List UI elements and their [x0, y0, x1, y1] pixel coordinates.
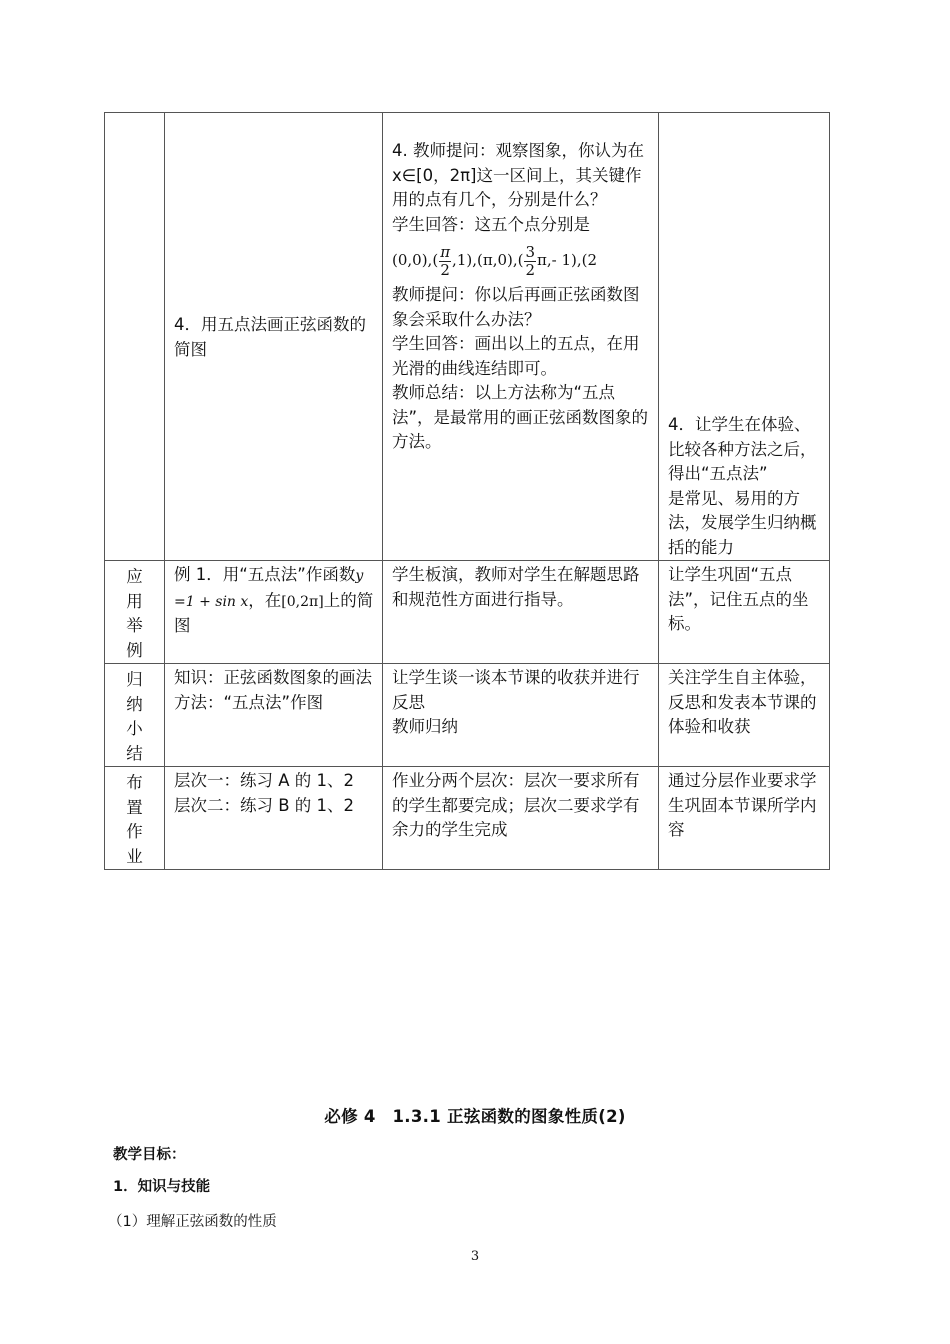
teacher-question: 4. 教师提问：观察图象，你认为在 x∈[0，2π]这一区间上，其关键作用的点有几个，分别是什么？	[392, 141, 644, 209]
stage-cell	[105, 113, 165, 561]
section-title: 必修 4 1.3.1 正弦函数的图象性质(2)	[324, 1107, 626, 1126]
activity-cell	[165, 113, 383, 561]
intent-text: 4．让学生在体验、比较各种方法之后，得出“五点法”	[668, 415, 817, 483]
process-cell: 作业分两个层次：层次一要求所有的学生都要完成；层次二要求学有余力的学生完成	[383, 767, 659, 870]
fraction-pi-over-2: $\frac{\pi}{2}$	[440, 242, 451, 279]
fraction-3-over-2: $\frac{3}{2}$	[525, 242, 536, 279]
student-answer: 学生回答：画出以上的五点，在用光滑的曲线连结即可。	[392, 334, 640, 378]
intent-cell	[659, 113, 830, 561]
table-row	[105, 664, 830, 767]
stage-cell: 应 用 举 例	[105, 561, 165, 664]
intent-cell: 关注学生自主体验，反思和发表本节课的体验和收获	[659, 664, 830, 767]
process-cell	[383, 113, 659, 561]
process-cell: 让学生谈一谈本节课的收获并进行反思 教师归纳	[383, 664, 659, 767]
page-number: 3	[470, 1249, 480, 1264]
function-formula: y =1 + sin x	[174, 568, 364, 610]
intent-cell: 通过分层作业要求学生巩固本节课所学内容	[659, 767, 830, 870]
student-answer: 学生回答：这五个点分别是	[392, 214, 590, 234]
activity-cell: 层次一：练习 A 的 1、2 层次二：练习 B 的 1、2	[165, 767, 383, 870]
goals-heading: 教学目标：	[113, 1147, 186, 1163]
table-row	[105, 767, 830, 870]
activity-text: 4．用五点法画正弦函数的简图	[174, 315, 366, 359]
activity-cell: 例 1．用“五点法”作函数y =1 + sin x，在[0,2π]上的简图	[165, 561, 383, 664]
lesson-plan-table	[104, 112, 830, 870]
table-row	[105, 561, 830, 664]
stage-cell: 归 纳 小 结	[105, 664, 165, 767]
list-item: （1）理解正弦函数的性质	[108, 1214, 277, 1230]
intent-cell: 让学生巩固“五点法”，记住五点的坐标。	[659, 561, 830, 664]
process-cell: 学生板演，教师对学生在解题思路和规范性方面进行指导。	[383, 561, 659, 664]
five-points-formula: (0,0),( $\frac{\pi}{2}$ ,1),(π,0),( $\frac{3}{2}$ π,- 1),(2	[392, 242, 598, 279]
teacher-question: 教师提问：你以后再画正弦函数图象会采取什么办法？	[392, 285, 640, 329]
intent-text: 是常见、易用的方法，发展学生归纳概括的能力	[668, 488, 817, 557]
interval: [0,2π]	[281, 593, 324, 610]
activity-cell: 知识：正弦函数图象的画法 方法：“五点法”作图	[165, 664, 383, 767]
teacher-summary: 教师总结：以上方法称为“五点法”，是最常用的画正弦函数图象的方法。	[392, 383, 649, 451]
example-text: 例 1．用“五点法”作函数	[174, 565, 356, 584]
table-row	[105, 113, 830, 561]
stage-cell: 布 置 作 业	[105, 767, 165, 870]
subheading: 1．知识与技能	[113, 1179, 211, 1195]
